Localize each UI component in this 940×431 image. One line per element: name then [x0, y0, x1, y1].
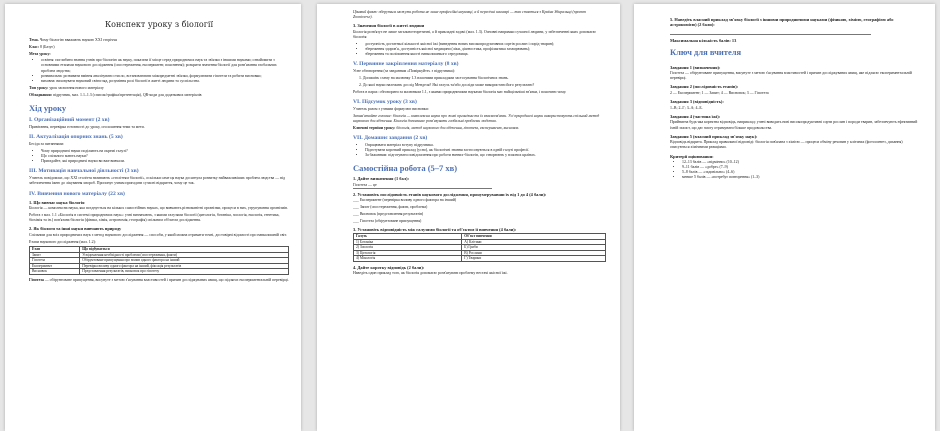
answer-text: Відповідь відкрита. Приклад правильної відповіді: біологія пов'язана з хімією — процеси обміну речовин у клітинах (фотосинтез, дихання) описуються хімічними реакціями. — [670, 140, 903, 150]
table-cell: Усвідомлення необхідності проблеми (спостереження, факти) — [80, 252, 289, 258]
table-cell: 1) Ботаніка — [354, 239, 462, 245]
paragraph: Бесіда за питаннями: — [29, 142, 64, 147]
class-line — [29, 45, 289, 50]
paragraph: Біологія — комплексна наука, яка поєднується на кількох самостійних науках, що вивчають різноманітні організми, процеси в них, угрупування організмів. — [29, 206, 288, 211]
goal-label-text: Мета уроку: — [29, 51, 51, 56]
question: 4. Дайте коротку відповідь (2 бали): — [353, 264, 425, 270]
question: 5. Наведіть власний приклад зв'язку біології з іншими природничими науками (фізикою, хімією, географією або астрономією) (2 бали): — [670, 17, 894, 27]
table-cell: 2) Зоологія — [354, 245, 462, 251]
order-item-text: Експеримент (перевірка впливу одного фактора на інший) — [359, 198, 457, 203]
goals-list — [29, 58, 289, 83]
answer-text: Прийнятна будь-яка коректна відповідь, наприклад: учені виводять нові високопродуктивні сорти рослин і породи тварин, забезпечують ефективний їхній захист, що дає змогу отримувати більше продовольства. — [670, 120, 918, 130]
subheading: 2. Як біологи та інші науки вивчають природу — [29, 226, 122, 232]
heading-answer-key: Ключ для вчителя — [670, 46, 742, 57]
table-cell: Перевірка впливу одного фактора на інший, фіксація результатів — [80, 263, 289, 269]
table-cell: Гіпотеза — [30, 258, 80, 264]
table-header: Галузь — [354, 234, 462, 240]
class-label: Клас: — [29, 44, 39, 49]
table-cell: Запит — [30, 252, 80, 258]
list-item: • Що спільного мають науки? — [41, 154, 289, 159]
theme-label: Тема. — [29, 38, 39, 42]
paragraph: Етапи наукового дослідження (мал. 1.2): — [29, 239, 96, 244]
answer-heading: Завдання 4 (частина їжі): — [670, 113, 721, 119]
paragraph: Спільним для всіх природничих наук є метод наукового дослідження — способи, у який можна отримати точні, достовірні відомості про навколишній світ. — [29, 232, 287, 237]
paragraph: Усне обговорення (за завданням «Поміркуйте» з підручника): — [353, 69, 456, 74]
criteria-heading: Критерії оцінювання: — [670, 153, 714, 159]
document-page-3 — [634, 4, 935, 431]
subheading: 1. Що вивчає наука біологія — [29, 199, 85, 205]
heading-section-6: VI. Підсумок уроку (3 хв) — [353, 98, 417, 105]
list-item: • Опрацювати матеріал вступу підручника. — [365, 143, 606, 148]
table-header: Етап — [30, 247, 80, 253]
table-header: Об'єкт вивчення — [462, 234, 606, 240]
table-header: Що відбувається — [80, 247, 289, 253]
goal-label — [29, 52, 289, 57]
subheading: 3. Значення біології в житті людини — [353, 23, 425, 29]
list-item: • менше 5 балів — «потребує повторення» (1–3) — [682, 175, 921, 180]
type-line — [29, 86, 289, 91]
list-item: • освітня: поглибити знання учнів про біологію як науку, показати її місце серед природничих наук та зв'язки з іншими науками; ознайомити з основними етапами наукового дослідження (спостереження, експеримент, пояснення); розкрити значення біології для розв'язання глобальних проблем людства; — [41, 58, 289, 73]
matching-table — [353, 233, 606, 262]
equipment-text: підручник, мал. 1.1–1.3 (список/графіка/презентація), QR-коди для додаткових матеріалів — [52, 92, 202, 97]
document-page-1 — [5, 4, 301, 431]
paragraph: Наведіть один приклад того, як біологія допомагає розв'язувати проблему нестачі якісної їжі. — [353, 271, 508, 276]
order-item: ___ Висновок (представлення результатів) — [353, 211, 424, 216]
list-item: • Чому природничі науки поділяють на окремі галузі? — [41, 149, 289, 154]
table-row — [30, 269, 289, 275]
heading-section-7: VII. Домашнє завдання (2 хв) — [353, 134, 428, 141]
paragraph: Біологія розв'язує не лише загальнотеоретичні, а й прикладні задачі (мал. 1.3). Основні напрямки сучасної людини, у забезпеченні яких допомагає біологія: — [353, 29, 597, 40]
heading-section-1: I. Організаційний момент (2 хв) — [29, 116, 110, 123]
order-item-text: Гіпотеза (обґрунтоване припущення) — [359, 218, 422, 223]
type-label: Тип уроку: — [29, 85, 49, 90]
table-cell: В) Рослини — [462, 250, 606, 256]
table-cell: А) Клітини — [462, 239, 606, 245]
list-item: • 5–8 балів — «задовільно» (4–6) — [682, 170, 921, 175]
interesting-fact: Цікавий факт: оберуться можуть роботи не лише професійні науковці, а й пересічні школярі — так стається з Країна Збиральщі (проект Zooniverse). — [353, 10, 586, 20]
heading-lesson-progress: Хід уроку — [29, 102, 67, 113]
answer-heading: Завдання 3 (відповідність): — [670, 99, 724, 105]
order-item: ___ Гіпотеза (обґрунтоване припущення) — [353, 218, 422, 223]
order-item-text: Висновок (представлення результатів) — [359, 211, 424, 216]
table-cell: Обґрунтоване припущення про вплив одного фактора на інший — [80, 258, 289, 264]
answer-heading: Завдання 5 (власний приклад зв'язку наук): — [670, 133, 758, 139]
question: 3. Установіть відповідність між галузями біології та об'єктом її вивчення (4 бали): — [353, 226, 517, 232]
table-cell: Експеримент — [30, 263, 80, 269]
theme-text: Чому біологію вважають наукою XXI сторіччя — [38, 38, 117, 42]
homework-list — [353, 143, 606, 158]
list-item: • виховна: виховувати науковий світогляд, розуміння ролі біології в житті людини та суспільства. — [41, 79, 289, 84]
questions-list — [29, 149, 289, 164]
table-cell: 4) Мікологія — [354, 256, 462, 262]
paragraph: Учитель повідомляє, що XXI століття називають «століттям біології», оскільки саме ця наука досягнула розвитку найважливіших проблем людства — від забезпечення їжею до лікування хвороб. Пропонує учням пригадати сучасні відкриття, чому це так. — [29, 176, 285, 186]
document-page-2 — [317, 4, 620, 431]
criteria-list — [670, 160, 921, 180]
heading-section-4: IV. Вивчення нового матеріалу (22 хв) — [29, 190, 125, 197]
paragraph: Робота з мал. 1.1 «Біологія в системі природничих наук»: учні визначають, з якими галузями біології (цитологія, ботаніка, зоологія, екологія, генетика, біохімія та ін.) пов'язана біологія (фізика, хімія, астрономія, географія) спільним об'єктом дослідження. — [29, 212, 280, 223]
table-cell: Б) Гриби — [462, 245, 606, 251]
table-row — [354, 256, 606, 262]
order-item: ___ Запит (спостереження, факти, проблема) — [353, 205, 428, 210]
list-item: • збереження здоров'я, доступність якісної медицини (ліки, діагностика, профілактика захворювань); — [365, 47, 606, 52]
paragraph: Привітання, перевірка готовності до уроку, оголошення теми та мети. — [29, 124, 145, 129]
key-terms: біологія, метод наукового дослідження, гіпотеза, експеримент, висновок. — [395, 125, 520, 130]
heading-section-2: II. Актуалізація опорних знань (5 хв) — [29, 134, 123, 141]
paragraph: Учитель разом з учнями формулює висновки: — [353, 106, 429, 111]
list-item: • 9–11 балів — «добре» (7–9) — [682, 165, 921, 170]
importance-list — [353, 42, 606, 57]
answer-heading: Завдання 1 (визначення): — [670, 64, 721, 70]
heading-section-5: V. Первинне закріплення матеріалу (8 хв) — [353, 61, 459, 68]
key-terms-label: Ключові терміни уроку: — [353, 125, 396, 130]
table-cell: Представлення результатів, висновок про гіпотезу — [80, 269, 289, 275]
list-item: • Підготувати короткий приклад (усно), як біологічні знання застосовуються в одній галузі професії. — [365, 148, 606, 153]
heading-section-3: III. Мотивація навчальної діяльності (3 хв) — [29, 168, 139, 175]
order-item-text: Запит (спостереження, факти, проблема) — [359, 205, 428, 210]
list-item: • доступність достатньої кількості якісної їжі (виведення нових високопродуктивних сортів рослин і порід тварин); — [365, 42, 606, 47]
list-item: • Пригадайте, які природничі науки ви вже вивчали. — [41, 159, 289, 164]
list-item: • збереження та поліпшення якості навколишнього середовища. — [365, 52, 606, 57]
summary-box: Запам'ятайте головне: біологія — комплексна наука про живі організми та їх взаємозв'язки. Усі природничі науки використовують спільний метод наукового дослідження. Біологія допомагає розв'язувати глобальні проблеми людства. — [353, 113, 600, 123]
order-item: ___ Експеримент (перевірка впливу одного фактора на інший) — [353, 198, 457, 203]
answer-text: 2 — Експеримент; 1 — Запит; 4 — Висновок; 3 — Гіпотеза — [670, 90, 769, 95]
answer-line — [670, 29, 871, 35]
term: Гіпотеза — [29, 277, 44, 282]
definition: — обґрунтоване припущення, висунуте з метою з'ясування властивостей і причин досліджуваних явищ, що підлягає експериментальній перевірці. — [43, 277, 289, 282]
list-item: • За бажанням: підготувати повідомлення про роботи вчених-біологів, що створюють у власних країнах. — [365, 153, 606, 158]
table-cell: Г) Тварини — [462, 256, 606, 262]
paragraph: Робота в парах: обговорити за малюнком 1.1, з якими природничими науками біологія має найщільніші зв'язки, і пояснити чому. — [353, 89, 567, 94]
table-cell: Висновок — [30, 269, 80, 275]
equipment-label: Обладнання: — [29, 92, 53, 97]
question: 1. Дайте визначення (1 бал): — [353, 176, 410, 182]
hypothesis-definition — [29, 278, 289, 283]
key-terms-line — [353, 126, 606, 131]
stages-table — [29, 246, 289, 275]
answer-text: Гіпотеза — обґрунтоване припущення, висунуте з метою з'ясування властивостей і причин досліджуваних явищ, яке підлягає експериментальній перевірці. — [670, 71, 912, 81]
numbered-item: 1. Допишіть схему на малюнку 1.3 власними прикладами застосування біологічних знань. — [359, 75, 509, 80]
numbered-item: 2. До якої науки належить дослід Менделя? Які галузь та/або досліди може використати його результати? — [359, 82, 535, 87]
page-title: Конспект уроку з біології — [104, 20, 214, 29]
list-item: • 12–13 балів — «відмінно» (10–12) — [682, 160, 921, 165]
answer-heading: Завдання 2 (послідовність етапів): — [670, 84, 739, 90]
equipment-line — [29, 93, 289, 98]
answer-line: Гіпотеза — це — [353, 183, 492, 189]
list-item: • розвивальна: розвивати вміння аналізувати стисло, встановлювати міжпредметні зв'язки, формулювати гіпотези та робити висновки; — [41, 74, 289, 79]
answer-text: 1–В; 2–Г; 3–А; 4–Б. — [670, 105, 703, 110]
heading-self-work: Самостійна робота (5–7 хв) — [353, 163, 458, 174]
table-cell: 3) Цитологія — [354, 250, 462, 256]
question: 2. Установіть послідовність етапів наукового дослідження, пронумерувавши їх від 1 до 4 (4 бали): — [353, 191, 547, 197]
class-text: 8 (Базує) — [38, 44, 55, 49]
type-text: урок засвоєння нового матеріалу — [48, 85, 104, 90]
theme-line — [29, 38, 289, 43]
max-score: Максимальна кількість балів: 13 — [670, 37, 737, 43]
